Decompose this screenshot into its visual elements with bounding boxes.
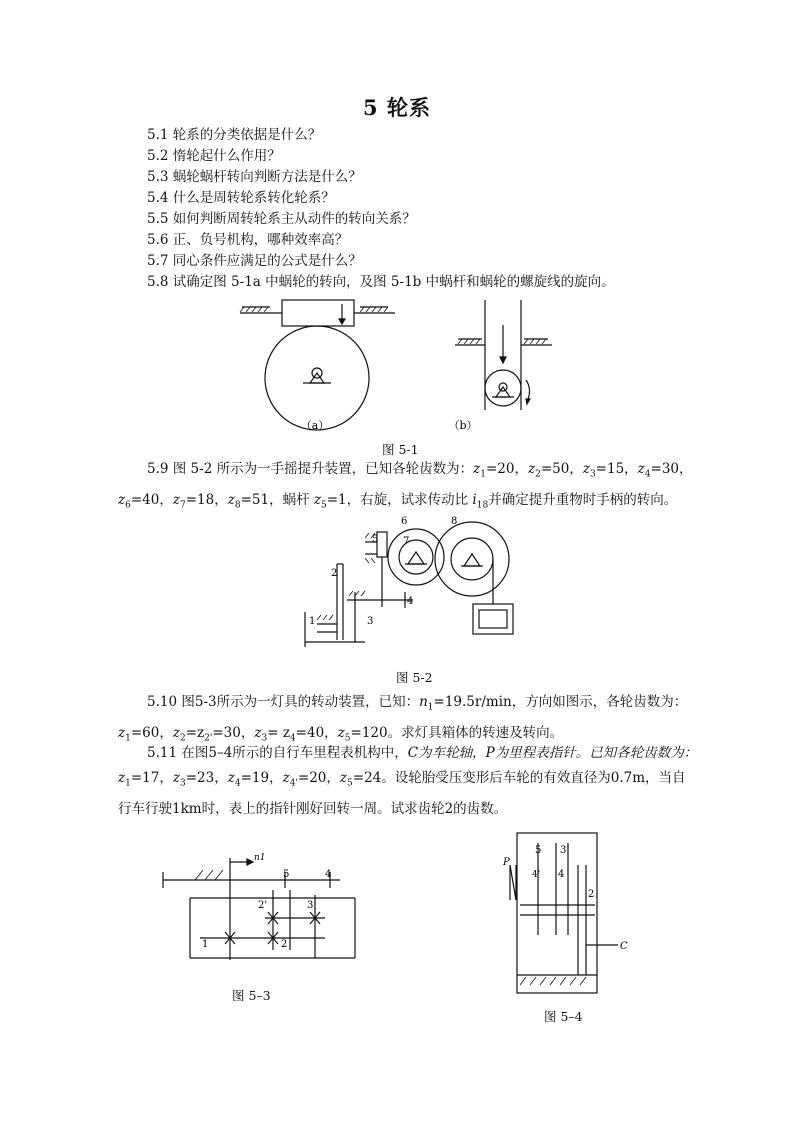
fig54-label-c: C: [620, 941, 628, 952]
figure-5-3-caption: 图 5–3: [232, 988, 271, 1003]
question-5-7: 5.7 同心条件应满足的公式是什么？: [147, 253, 362, 269]
fig52-label-8: 8: [451, 516, 458, 527]
fig52-label-3: 3: [367, 616, 374, 627]
fig53-label-2p: 2': [258, 900, 268, 911]
figure-5-1: [230, 295, 560, 440]
question-5-2: 5.2 惰轮起什么作用？: [147, 148, 281, 164]
fig54-label-p: P: [503, 857, 510, 868]
q59-z6: =40，: [130, 491, 173, 508]
q59-z4: =30，: [650, 461, 693, 477]
q511-z3: =23，: [185, 770, 228, 786]
question-5-6: 5.6 正、负号机构，哪种效率高？: [147, 232, 349, 248]
fig51-label-a: （a）: [300, 419, 330, 432]
q59-z2: =50，: [540, 461, 583, 477]
question-5-11: 5.11 在图5–4所示的自行车里程表机构中，C为车轮轴，P为里程表指针。已知各轮齿数为：$z_1=17$，$z_3=23$，$z_4=19$，$z_{4'}=20$，$z_5=24$。设轮胎受压变形后车轮的有效直径为0.7m，当自行车行驶1km时，表上的指针刚好回转一周。试求齿轮2的齿数。: [118, 745, 698, 817]
fig54-label-3: 3: [560, 845, 567, 856]
q510-z2b: =30，: [212, 724, 255, 741]
fig53-label-5: 5: [283, 869, 290, 880]
fig54-label-5: 5: [535, 845, 542, 856]
question-5-3: 5.3 蜗轮蜗杆转向判断方法是什么？: [147, 169, 362, 185]
q510-prefix: 5.10 图5-3所示为一灯具的转动装置，已知：: [147, 694, 420, 710]
q59-prefix: 5.9 图 5-2 所示为一手摇提升装置，已知各轮齿数为：: [147, 461, 474, 477]
fig54-label-4p: 4': [532, 870, 541, 880]
q59-z5: =1，右旋，试求传动比: [326, 491, 473, 508]
q510-z4: =40，: [295, 724, 338, 741]
q59-i18: 并确定提升重物时手柄的转向。: [488, 491, 678, 508]
q511-p: P为里程表指针。已知各轮齿数为：: [485, 745, 698, 761]
question-5-1: 5.1 轮系的分类依据是什么？: [147, 127, 322, 143]
fig53-label-n1: n1: [254, 853, 266, 863]
fig52-label-1: 1: [309, 616, 316, 627]
fig53-label-1: 1: [202, 939, 209, 950]
q510-z3: = z: [267, 724, 290, 741]
page-title: 5 轮系: [363, 95, 431, 120]
question-5-4: 5.4 什么是周转轮系转化轮系？: [147, 190, 335, 206]
fig52-label-5: 5: [372, 534, 379, 545]
q511-z4: =19，: [240, 770, 283, 786]
q510-z2: =z: [185, 724, 205, 741]
question-5-5: 5.5 如何判断周转轮系主从动件的转向关系？: [147, 211, 416, 227]
question-5-9: 5.9 图 5-2 所示为一手摇提升装置，已知各轮齿数为：$z_1=20$，$z_2=50$，$z_3=15$，$z_4=30$，$z_6=40$，$z_7=18$，$z_8=51$，蜗杆 $z_5=1$，右旋，试求传动比 $i_{18}$并确定提升重物时手柄的转向。: [118, 461, 693, 511]
fig52-label-7: 7: [403, 536, 410, 547]
q511-prefix: 5.11 在图5–4所示的自行车里程表机构中，: [147, 745, 408, 761]
figure-5-1-caption: 图 5-1: [382, 442, 419, 457]
question-5-8: 5.8 试确定图 5-1a 中蜗轮的转向，及图 5-1b 中蜗杆和蜗轮的螺旋线的旋向。: [147, 274, 615, 290]
fig54-label-4: 4: [558, 869, 565, 880]
figure-5-2: [295, 512, 525, 657]
fig54-label-2: 2: [588, 889, 595, 900]
q511-z1: =17，: [130, 770, 173, 786]
fig52-label-4: 4: [407, 596, 414, 607]
q511-z4b: =20，: [297, 770, 340, 786]
fig53-label-2: 2: [281, 939, 288, 950]
figure-5-2-caption: 图 5-2: [396, 670, 433, 685]
figure-5-4: [500, 825, 640, 1003]
figure-5-3: [155, 850, 365, 970]
fig53-label-4: 4: [325, 869, 332, 880]
q59-z1: =20，: [485, 461, 528, 477]
fig53-label-3: 3: [307, 900, 314, 911]
q511-z5: =24。设轮胎受压变形后车轮的有效直径为0.7m，当自行车行驶1km时，表上的指针刚好回转一周。试求齿轮2的齿数。: [118, 770, 686, 817]
question-5-10: 5.10 图5-3所示为一灯具的转动装置，已知：$n_1=19.5r/\min$，方向如图示，各轮齿数为：$z_1=60$，$z_2=z_{2'}=30$，$z_3= z_4=40$，$z_5=120$。求灯具箱体的转速及转向。: [118, 694, 688, 744]
fig52-label-6: 6: [401, 516, 408, 527]
q510-n1: =19.5r/min，方向如图示，各轮齿数为：: [433, 694, 688, 710]
q511-c: C为车轮轴，: [407, 745, 486, 761]
q59-z8: =51，蜗杆: [240, 491, 314, 508]
fig52-label-2: 2: [331, 568, 338, 579]
fig51-label-b: （b）: [448, 419, 478, 432]
q59-z7: =18，: [185, 491, 228, 508]
figure-5-4-caption: 图 5–4: [544, 1009, 583, 1024]
q510-z1: =60，: [130, 724, 173, 741]
q59-z3: =15，: [595, 461, 638, 477]
q510-z5: =120。求灯具箱体的转速及转向。: [350, 724, 564, 741]
